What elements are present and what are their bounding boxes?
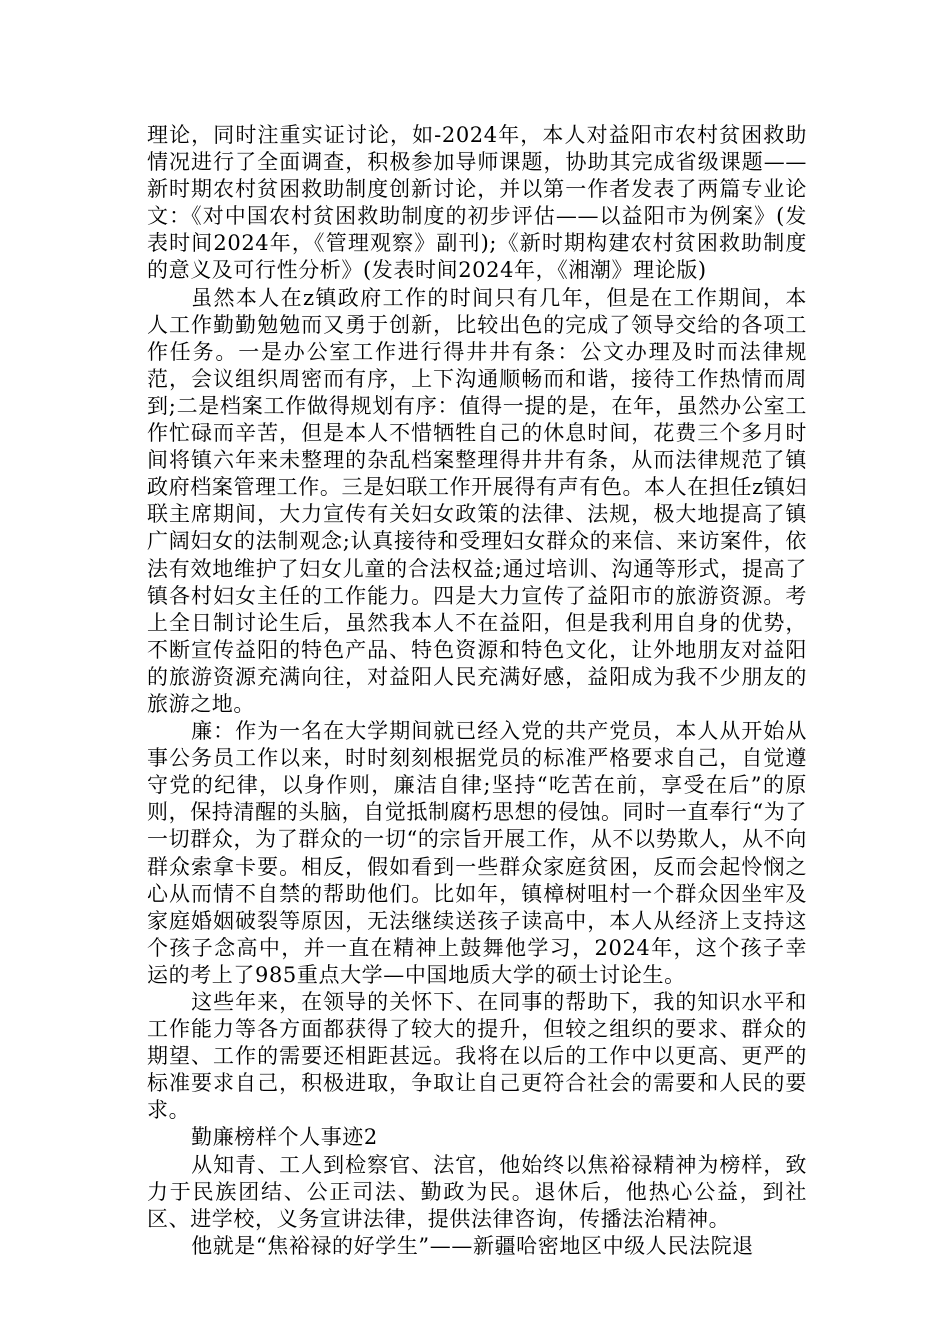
paragraph-6: 他就是“焦裕禄的好学生”——新疆哈密地区中级人民法院退 [191,1233,754,1258]
paragraph-3: 廉：作为一名在大学期间就已经入党的共产党员，本人从开始从事公务员工作以来，时时刻刻根据党员的标准严格要求自己，自觉遵守党的纪律，以身作则，廉洁自律;坚持“吃苦在前，享受在后”的原则，保持清醒的头脑，自觉抵制腐朽思想的侵蚀。同时一直奉行“为了一切群众，为了群众的一切“的宗旨开展工作，从不以势欺人，从不向群众索拿卡要。相反，假如看到一些群众家庭贫困，反而会起怜悯之心从而情不自禁的帮助他们。比如年，镇樟树咀村一个群众因坐牢及家庭婚姻破裂等原因，无法继续送孩子读高中，本人从经济上支持这个孩子念高中，并一直在精神上鼓舞他学习，2024年，这个孩子幸运的考上了985重点大学—中国地质大学的硕士讨论生。 [147,719,807,987]
paragraph-5: 从知青、工人到检察官、法官，他始终以焦裕禄精神为榜样，致力于民族团结、公正司法、勤政为民。退休后，他热心公益，到社区、进学校，义务宣讲法律，提供法律咨询，传播法治精神。 [147,1152,807,1231]
section-heading: 勤廉榜样个人事迹2 [191,1125,378,1150]
document-page [147,122,807,1260]
paragraph-1: 理论，同时注重实证讨论，如-2024年，本人对益阳市农村贫困救助情况进行了全面调查，积极参加导师课题，协助其完成省级课题——新时期农村贫困救助制度创新讨论，并以第一作者发表了两篇专业论文：《对中国农村贫困救助制度的初步评估——以益阳市为例案》(发表时间2024年，《管理观察》副刊);《新时期构建农村贫困救助制度的意义及可行性分析》(发表时间2024年，《湘潮》理论版) [147,123,807,283]
paragraph-4: 这些年来，在领导的关怀下、在同事的帮助下，我的知识水平和工作能力等各方面都获得了较大的提升，但较之组织的要求、群众的期望、工作的需要还相距甚远。我将在以后的工作中以更高、更严的标准要求自己，积极进取，争取让自己更符合社会的需要和人民的要求。 [147,990,807,1123]
paragraph-2: 虽然本人在z镇政府工作的时间只有几年，但是在工作期间，本人工作勤勤勉勉而又勇于创新，比较出色的完成了领导交给的各项工作任务。一是办公室工作进行得井井有条：公文办理及时而法律规范，会议组织周密而有序，上下沟通顺畅而和谐，接待工作热情而周到;二是档案工作做得规划有序：值得一提的是，在年，虽然办公室工作忙碌而辛苦，但是本人不惜牺牲自己的休息时间，花费三个多月时间将镇六年来未整理的杂乱档案整理得井井有条，从而法律规范了镇政府档案管理工作。三是妇联工作开展得有声有色。本人在担任z镇妇联主席期间，大力宣传有关妇女政策的法律、法规，极大地提高了镇广阔妇女的法制观念;认真接待和受理妇女群众的来信、来访案件，依法有效地维护了妇女儿童的合法权益;通过培训、沟通等形式，提高了镇各村妇女主任的工作能力。四是大力宣传了益阳市的旅游资源。考上全日制讨论生后，虽然我本人不在益阳，但是我利用自身的优势，不断宣传益阳的特色产品、特色资源和特色文化，让外地朋友对益阳的旅游资源充满向往，对益阳人民充满好感，益阳成为我不少朋友的旅游之地。 [147,285,807,716]
